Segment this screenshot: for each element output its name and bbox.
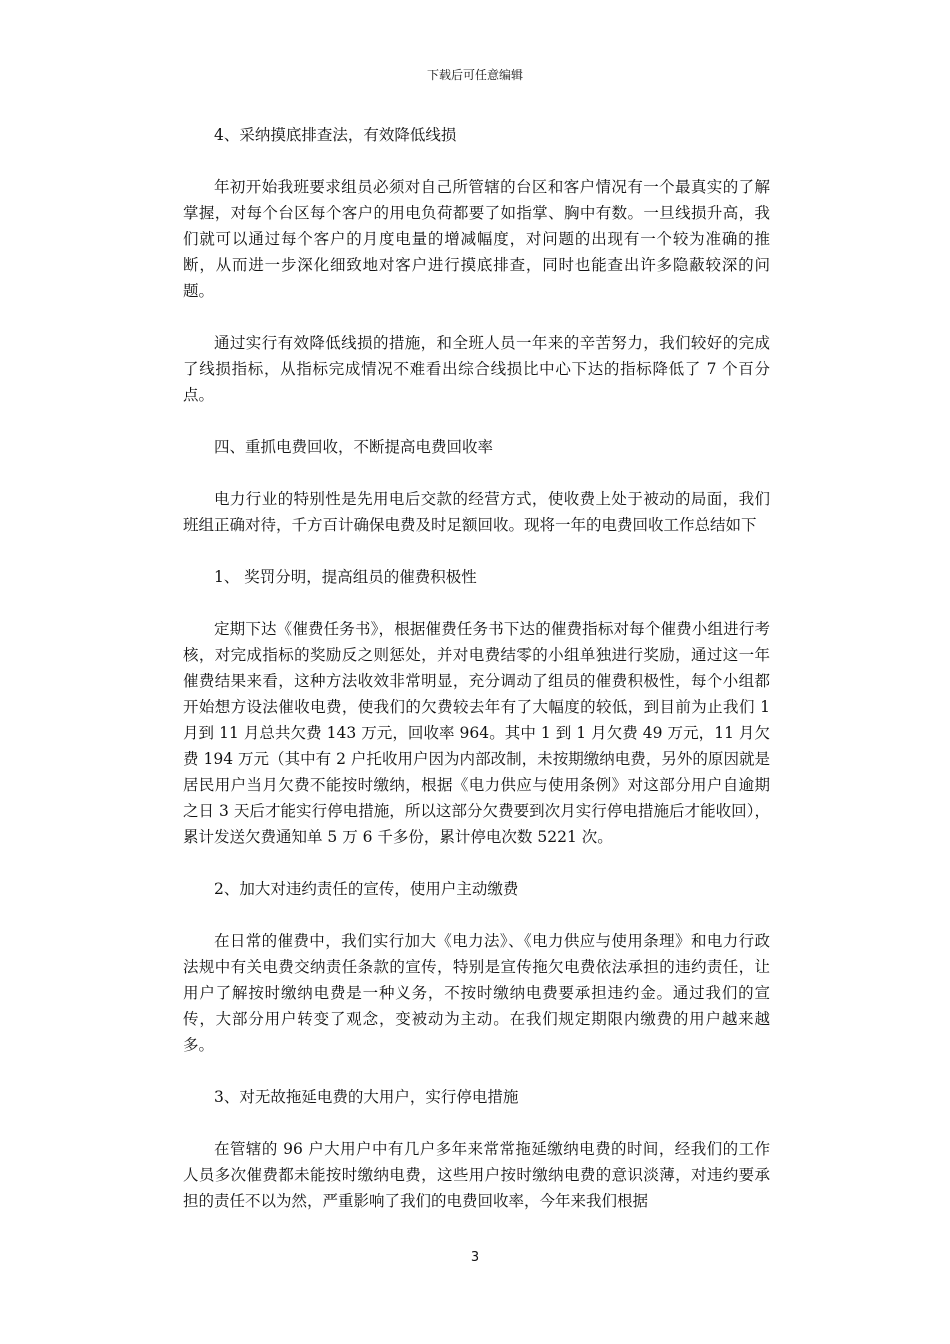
paragraph-gap (183, 538, 770, 564)
paragraph: 年初开始我班要求组员必须对自己所管辖的台区和客户情况有一个最真实的了解掌握，对每个台区每个客户的用电负荷都要了如指掌、胸中有数。一旦线损升高，我们就可以通过每个客户的月度电量的增减幅度，对问题的出现有一个较为准确的推断，从而进一步深化细致地对客户进行摸底排查，同时也能查出许多隐蔽较深的问题。 (183, 178, 770, 300)
paragraph-gap (183, 408, 770, 434)
paragraph-gap (183, 590, 770, 616)
section-heading: 四、重抓电费回收，不断提高电费回收率 (214, 438, 494, 456)
document-body (183, 122, 770, 1214)
paragraph: 定期下达《催费任务书》，根据催费任务书下达的催费指标对每个催费小组进行考核，对完成指标的奖励反之则惩处，并对电费结零的小组单独进行奖励，通过这一年催费结果来看，这种方法收效非常明显，充分调动了组员的催费积极性，每个小组都开始想方设法催收电费，使我们的欠费较去年有了大幅度的较低，到目前为止我们 1 月到 11 月总共欠费 143 万元，回收率 964。其中 1 到 1 月欠费 49 万元，11 月欠费 194 万元（其中有 2 户托收用户因为内部改制，未按期缴纳电费，另外的原因就是居民用户当月欠费不能按时缴纳，根据《电力供应与使用条例》对这部分用户自逾期之日 3 天后才能实行停电措施，所以这部分欠费要到次月实行停电措施后才能收回），累计发送欠费通知单 5 万 6 千多份，累计停电次数 5221 次。 (183, 620, 770, 846)
section-heading: 4、采纳摸底排查法，有效降低线损 (214, 126, 457, 144)
page-number: 3 (470, 1250, 480, 1265)
paragraph: 通过实行有效降低线损的措施，和全班人员一年来的辛苦努力，我们较好的完成了线损指标，从指标完成情况不难看出综合线损比中心下达的指标降低了 7 个百分点。 (183, 334, 770, 404)
paragraph: 在日常的催费中，我们实行加大《电力法》、《电力供应与使用条理》和电力行政法规中有关电费交纳责任条款的宣传，特别是宣传拖欠电费依法承担的违约责任，让用户了解按时缴纳电费是一种义务，不按时缴纳电费要承担违约金。通过我们的宣传，大部分用户转变了观念，变被动为主动。在我们规定期限内缴费的用户越来越多。 (183, 932, 770, 1054)
paragraph-gap (183, 1058, 770, 1084)
document-header: 下载后可任意编辑 (426, 68, 523, 82)
paragraph: 电力行业的特别性是先用电后交款的经营方式，使收费上处于被动的局面，我们班组正确对待，千方百计确保电费及时足额回收。现将一年的电费回收工作总结如下 (183, 490, 770, 534)
section-heading: 3、对无故拖延电费的大用户，实行停电措施 (214, 1088, 519, 1106)
paragraph-gap (183, 850, 770, 876)
paragraph-gap (183, 148, 770, 174)
paragraph-gap (183, 460, 770, 486)
paragraph-gap (183, 1110, 770, 1136)
paragraph-gap (183, 304, 770, 330)
section-heading: 2、加大对违约责任的宣传，使用户主动缴费 (214, 880, 519, 898)
section-heading: 1、 奖罚分明，提高组员的催费积极性 (214, 568, 477, 586)
paragraph: 在管辖的 96 户大用户中有几户多年来常常拖延缴纳电费的时间，经我们的工作人员多次催费都未能按时缴纳电费，这些用户按时缴纳电费的意识淡薄，对违约要承担的责任不以为然，严重影响了我们的电费回收率，今年来我们根据 (183, 1140, 770, 1210)
paragraph-gap (183, 902, 770, 928)
